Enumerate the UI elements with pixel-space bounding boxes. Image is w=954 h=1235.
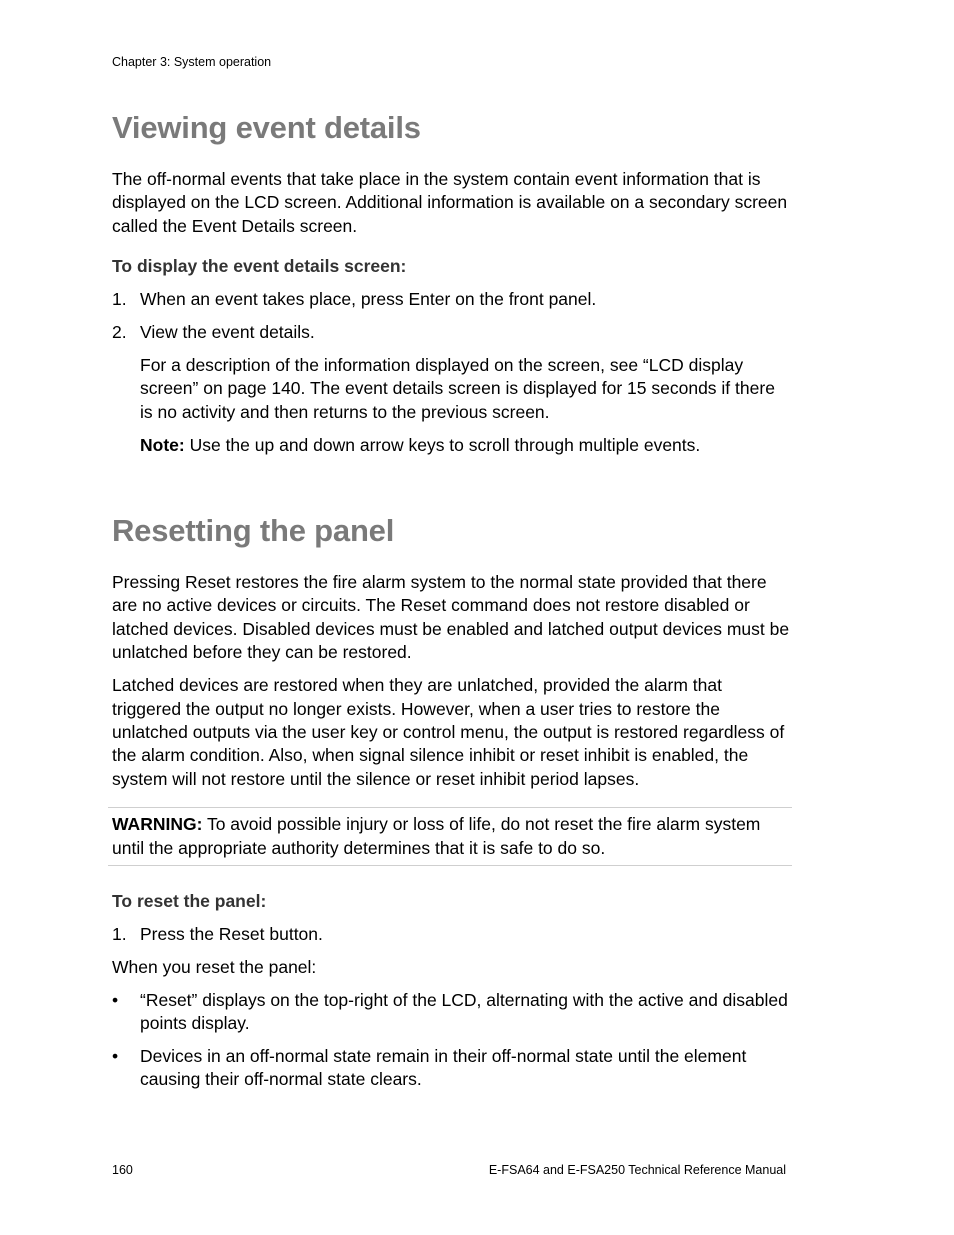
manual-title: E-FSA64 and E-FSA250 Technical Reference Manual [488,1163,786,1177]
step-text: View the event details. [140,322,315,343]
step-number: 1. [112,923,127,944]
bullet-text: “Reset” displays on the top-right of the LCD, alternating with the active and disabled points display. [140,989,788,1034]
procedure-step [112,321,792,344]
section2-paragraph-2: Latched devices are restored when they are unlatched, provided the alarm that triggered the output no longer exists. However, when a user tries to restore the unlatched outputs via the user key or control menu, the output is restored regardless of the alarm condition. Also, when signal silence inhibit or reset inhibit is enabled, the system will not restore until the silence or reset inhibit period lapses. [112,675,785,789]
warning-text: To avoid possible injury or loss of life, do not reset the fire alarm system until the appropriate authority determines that it is safe to do so. [112,814,761,858]
list-item [112,989,792,1036]
page-number: 160 [112,1163,133,1177]
section2-paragraph-1: Pressing Reset restores the fire alarm system to the normal state provided that there are no active devices or circuits. The Reset command does not restore disabled or latched devices. Disabled devices must be enabled and latched output devices must be unlatched before they can be restored. [112,572,790,663]
note-label: Note: [140,434,185,455]
section1-intro-paragraph: The off-normal events that take place in the system contain event information that is displayed on the LCD screen. Additional information is available on a secondary screen called the Event Details screen. [112,169,788,236]
step2-detail-paragraph: For a description of the information displayed on the screen, see “LCD display screen” on page 140. The event details screen is displayed for 15 seconds if there is no activity and then returns to the previous screen. [140,354,775,422]
procedure-step [112,923,792,946]
procedure-step [112,288,792,311]
bullet-mark: • [112,989,119,1010]
section-title-viewing-event-details: Viewing event details [112,110,421,145]
step-text: When an event takes place, press Enter on the front panel. [140,289,597,310]
bullet-text: Devices in an off-normal state remain in their off-normal state until the element causing their off-normal state clears. [140,1046,747,1090]
after-reset-intro: When you reset the panel: [112,956,317,977]
warning-box [108,807,792,866]
bullet-mark: • [112,1046,119,1067]
page-body [112,108,792,1101]
running-header: Chapter 3: System operation [112,55,272,69]
step-number: 2. [112,322,127,343]
note-paragraph [140,434,792,457]
section-title-resetting-the-panel: Resetting the panel [112,513,395,549]
list-item [112,1045,792,1092]
warning-label: WARNING: [112,814,203,835]
note-text: Use the up and down arrow keys to scroll through multiple events. [184,434,701,455]
step-number: 1. [112,289,127,310]
procedure-heading-reset-panel: To reset the panel: [112,891,267,912]
procedure-heading-display-event-details: To display the event details screen: [112,256,407,277]
warning-paragraph [112,813,792,860]
step-text: Press the Reset button. [140,923,323,944]
